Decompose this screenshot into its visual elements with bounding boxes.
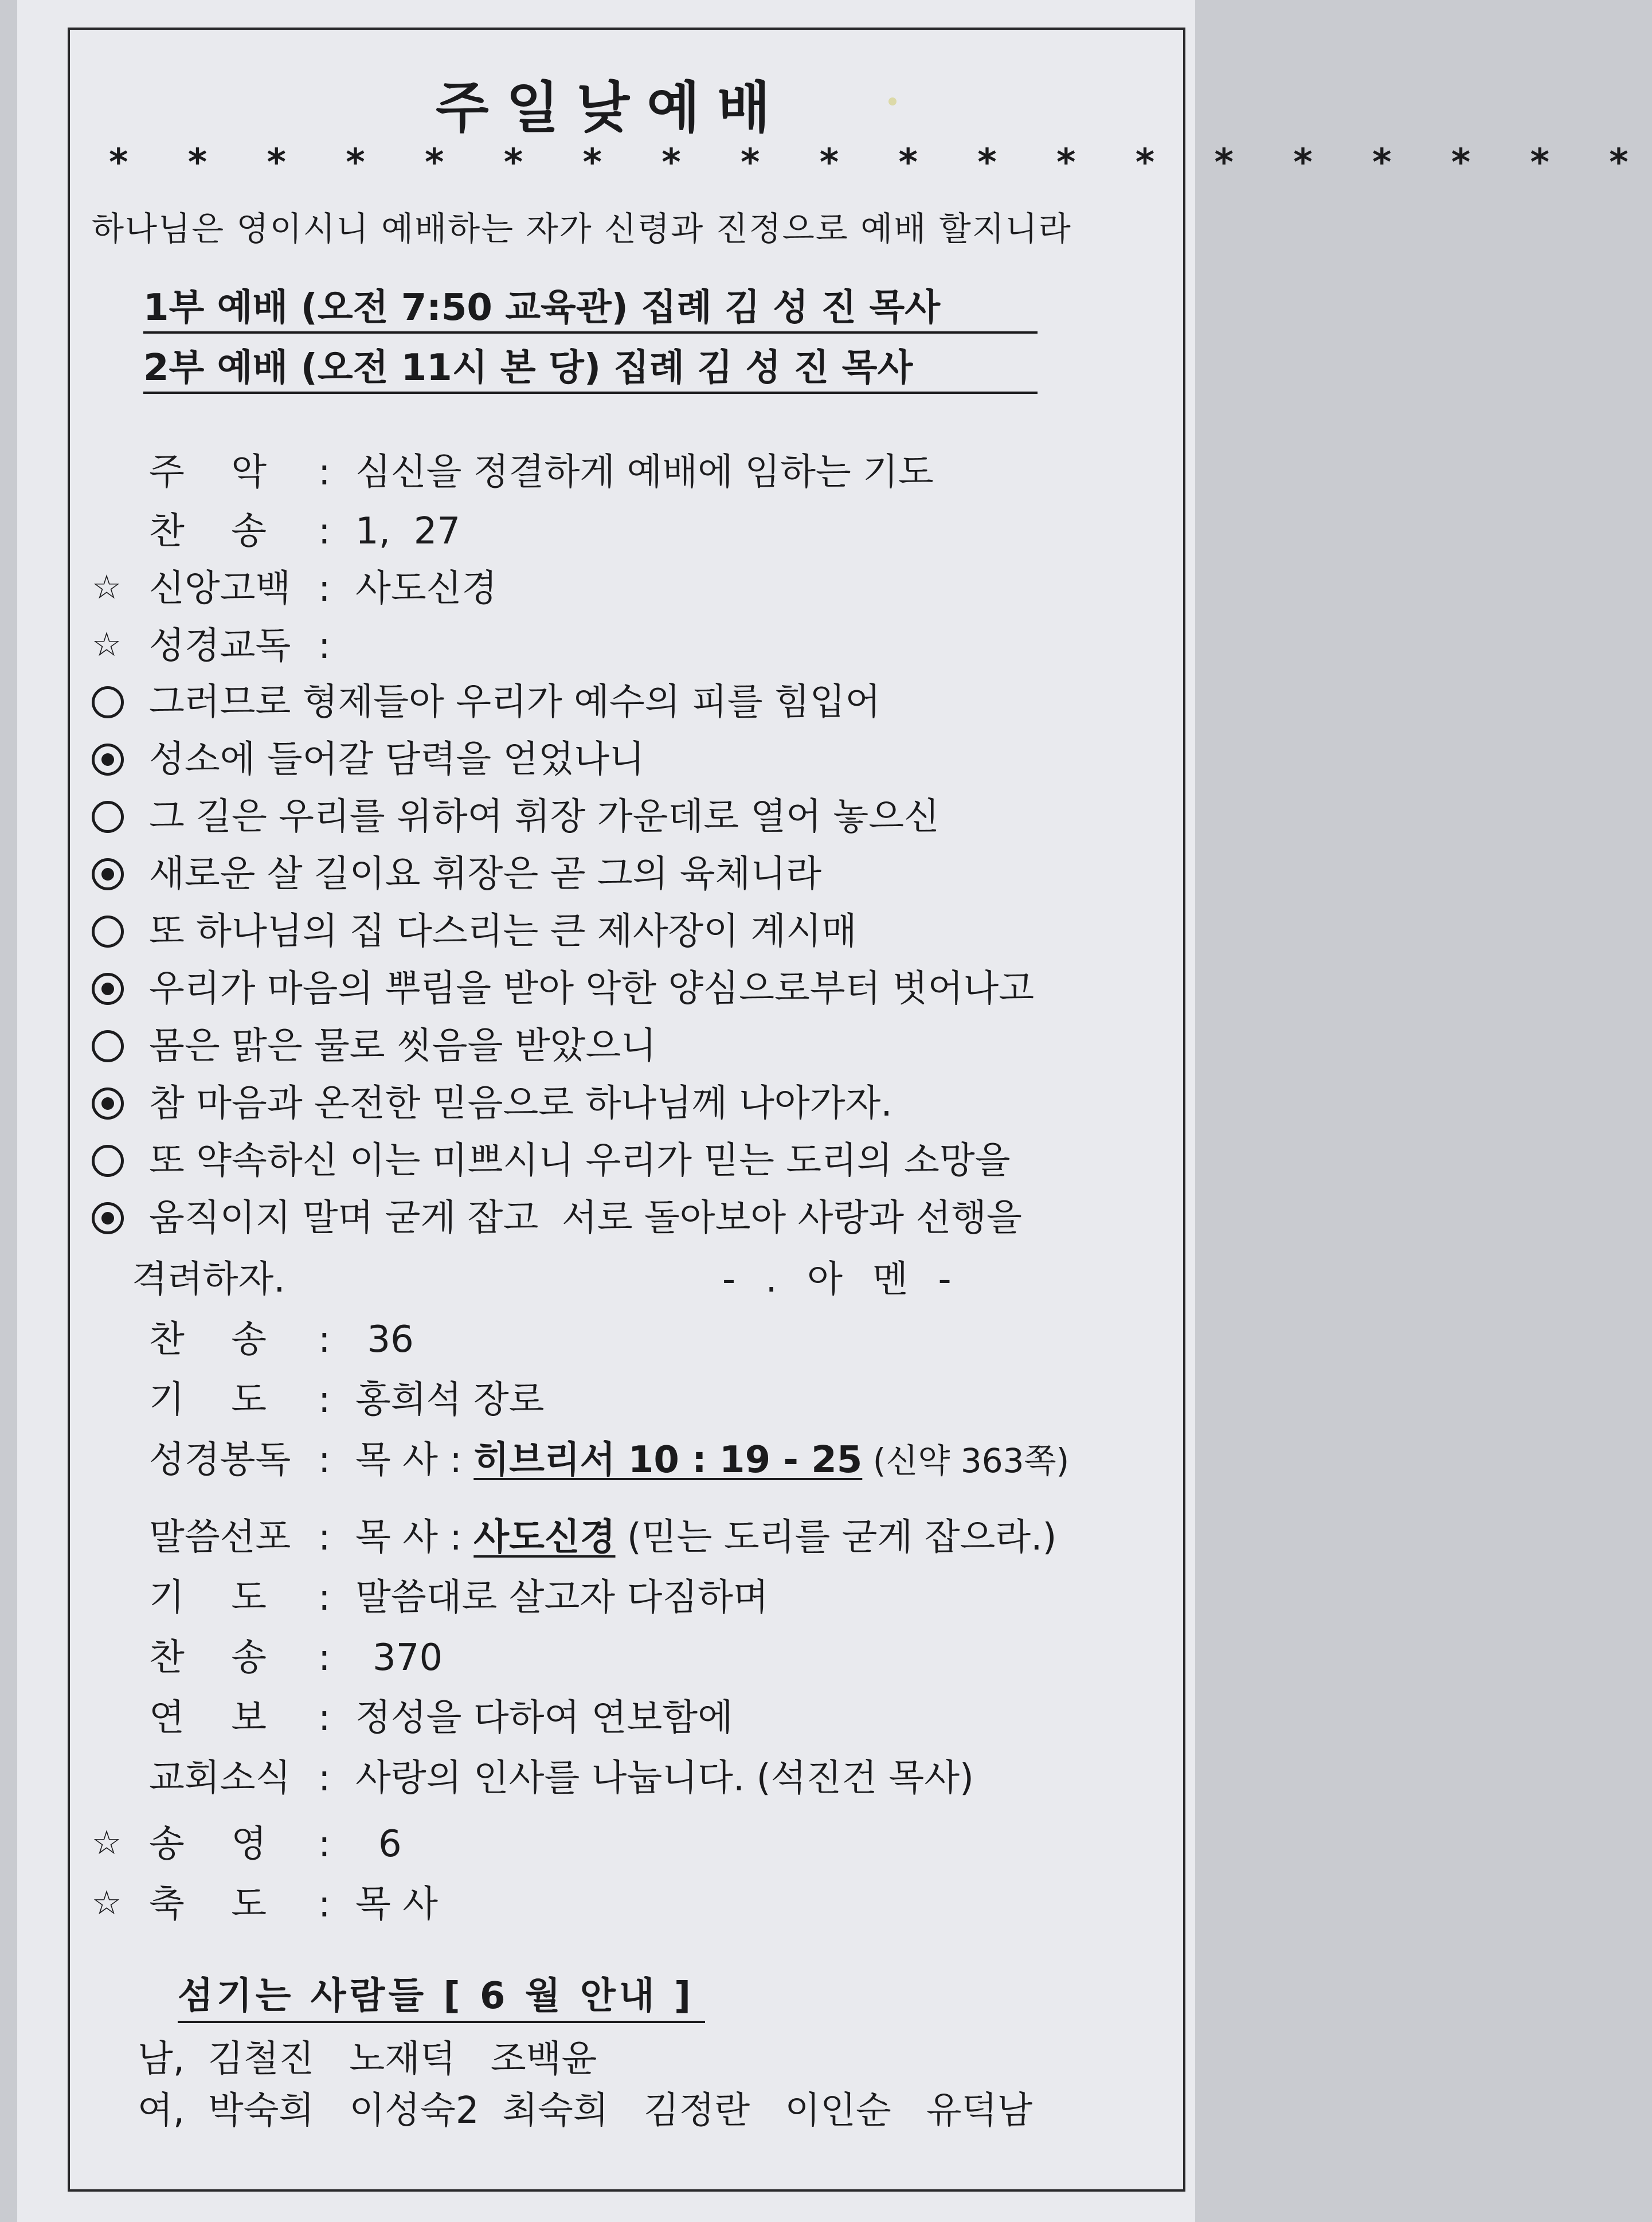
order-label: 연 보 <box>149 1697 267 1739</box>
leader-circle-icon <box>92 686 124 718</box>
order-label: 말씀선포 <box>149 1516 291 1559</box>
star-divider: * * * * * * * * * * * * * * * * * * * * <box>109 142 1652 184</box>
order-label: 성경교독 <box>149 625 291 667</box>
service-1: 1부 예배 (오전 7:50 교육관) 집례 김 성 진 목사 <box>143 287 941 329</box>
service-1-underline <box>143 331 1038 334</box>
order-value: 목 사 <box>355 1883 438 1926</box>
reading-text: 몸은 맑은 물로 씻음을 받았으니 <box>149 1025 657 1067</box>
order-value: 6 <box>378 1823 402 1865</box>
colon: : <box>318 1637 331 1679</box>
order-label: 찬 송 <box>149 1637 267 1679</box>
order-value: 목 사 : <box>355 1439 474 1481</box>
congregation-circle-icon <box>92 1202 124 1234</box>
star-mark: ☆ <box>92 1823 122 1862</box>
service-2: 2부 예배 (오전 11시 본 당) 집례 김 성 진 목사 <box>143 347 913 389</box>
order-label: 주 악 <box>149 451 267 494</box>
colon: : <box>318 625 331 667</box>
order-value-group <box>355 1516 1057 1559</box>
order-label: 신앙고백 <box>149 568 291 610</box>
colon: : <box>318 1576 331 1619</box>
leader-circle-icon <box>92 801 124 833</box>
order-label: 기 도 <box>149 1379 267 1421</box>
colon: : <box>318 1439 331 1481</box>
order-label: 성경봉독 <box>149 1439 291 1481</box>
reading-continuation: 격려하자. <box>132 1258 285 1301</box>
congregation-circle-icon <box>92 973 124 1005</box>
star-mark: ☆ <box>92 1883 122 1922</box>
order-value: 말씀대로 살고자 다짐하며 <box>355 1576 769 1619</box>
order-value: 정성을 다하여 연보함에 <box>355 1697 733 1739</box>
reading-text: 또 약속하신 이는 미쁘시니 우리가 믿는 도리의 소망을 <box>149 1140 1011 1182</box>
leader-circle-icon <box>92 916 124 948</box>
reading-text: 그러므로 형제들아 우리가 예수의 피를 힘입어 <box>149 681 881 723</box>
colon: : <box>318 1883 331 1926</box>
scripture-reference: 히브리서 10 : 19 - 25 <box>473 1439 863 1481</box>
service-2-underline <box>143 392 1038 394</box>
reading-text: 움직이지 말며 굳게 잡고 서로 돌아보아 사랑과 선행을 <box>149 1197 1022 1239</box>
order-label: 축 도 <box>149 1883 267 1926</box>
order-value: 1, 27 <box>355 510 461 553</box>
order-value: 목 사 : <box>355 1516 474 1559</box>
order-value: 사도신경 <box>355 568 498 610</box>
order-value: 심신을 정결하게 예배에 임하는 기도 <box>355 451 934 494</box>
order-value-group <box>355 1439 1070 1481</box>
colon: : <box>318 1379 331 1421</box>
reading-text: 우리가 마음의 뿌림을 받아 악한 양심으로부터 벗어나고 <box>149 968 1035 1010</box>
order-value: 36 <box>355 1319 414 1361</box>
paper-speck <box>888 97 897 105</box>
congregation-circle-icon <box>92 744 124 776</box>
scripture-verse: 하나님은 영이시니 예배하는 자가 신령과 진정으로 예배 할지니라 <box>92 209 1072 248</box>
order-label: 송 영 <box>149 1823 267 1865</box>
colon: : <box>318 1516 331 1559</box>
colon: : <box>318 568 331 610</box>
order-value: 370 <box>373 1637 443 1679</box>
servers-women: 여, 박숙희 이성숙2 최숙희 김정란 이인순 유덕남 <box>138 2090 1033 2132</box>
order-label: 찬 송 <box>149 1319 267 1361</box>
leader-circle-icon <box>92 1030 124 1062</box>
order-value: 사랑의 인사를 나눕니다. (석진건 목사) <box>355 1757 974 1799</box>
colon: : <box>318 1823 331 1865</box>
leader-circle-icon <box>92 1145 124 1177</box>
servers-title: 섬기는 사람들 [ 6 월 안내 ] <box>178 1975 695 2017</box>
sermon-subtitle: (믿는 도리를 굳게 잡으라.) <box>615 1516 1057 1559</box>
colon: : <box>318 1757 331 1799</box>
colon: : <box>318 1697 331 1739</box>
reading-text: 새로운 살 길이요 휘장은 곧 그의 육체니라 <box>149 853 822 895</box>
star-mark: ☆ <box>92 568 122 607</box>
amen-text: - . 아 멘 - <box>722 1258 961 1301</box>
order-label: 기 도 <box>149 1576 267 1619</box>
reading-text: 참 마음과 온전한 믿음으로 하나님께 나아가자. <box>149 1082 892 1125</box>
reading-text: 그 길은 우리를 위하여 휘장 가운데로 열어 놓으신 <box>149 796 939 838</box>
congregation-circle-icon <box>92 1087 124 1120</box>
reading-text: 또 하나님의 집 다스리는 큰 제사장이 계시매 <box>149 910 857 953</box>
congregation-circle-icon <box>92 858 124 890</box>
servers-title-underline <box>178 2021 705 2023</box>
bulletin-title: 주일낮예배 <box>436 76 788 140</box>
servers-men: 남, 김철진 노재덕 조백윤 <box>138 2038 597 2080</box>
page-reference: (신약 363쪽) <box>862 1441 1070 1480</box>
colon: : <box>318 1319 331 1361</box>
order-label: 교회소식 <box>149 1757 291 1799</box>
order-label: 찬 송 <box>149 510 267 553</box>
order-value: 홍희석 장로 <box>355 1379 545 1421</box>
colon: : <box>318 510 331 553</box>
colon: : <box>318 451 331 494</box>
reading-text: 성소에 들어갈 담력을 얻었나니 <box>149 738 645 781</box>
star-mark: ☆ <box>92 625 122 664</box>
sermon-title: 사도신경 <box>473 1516 616 1559</box>
